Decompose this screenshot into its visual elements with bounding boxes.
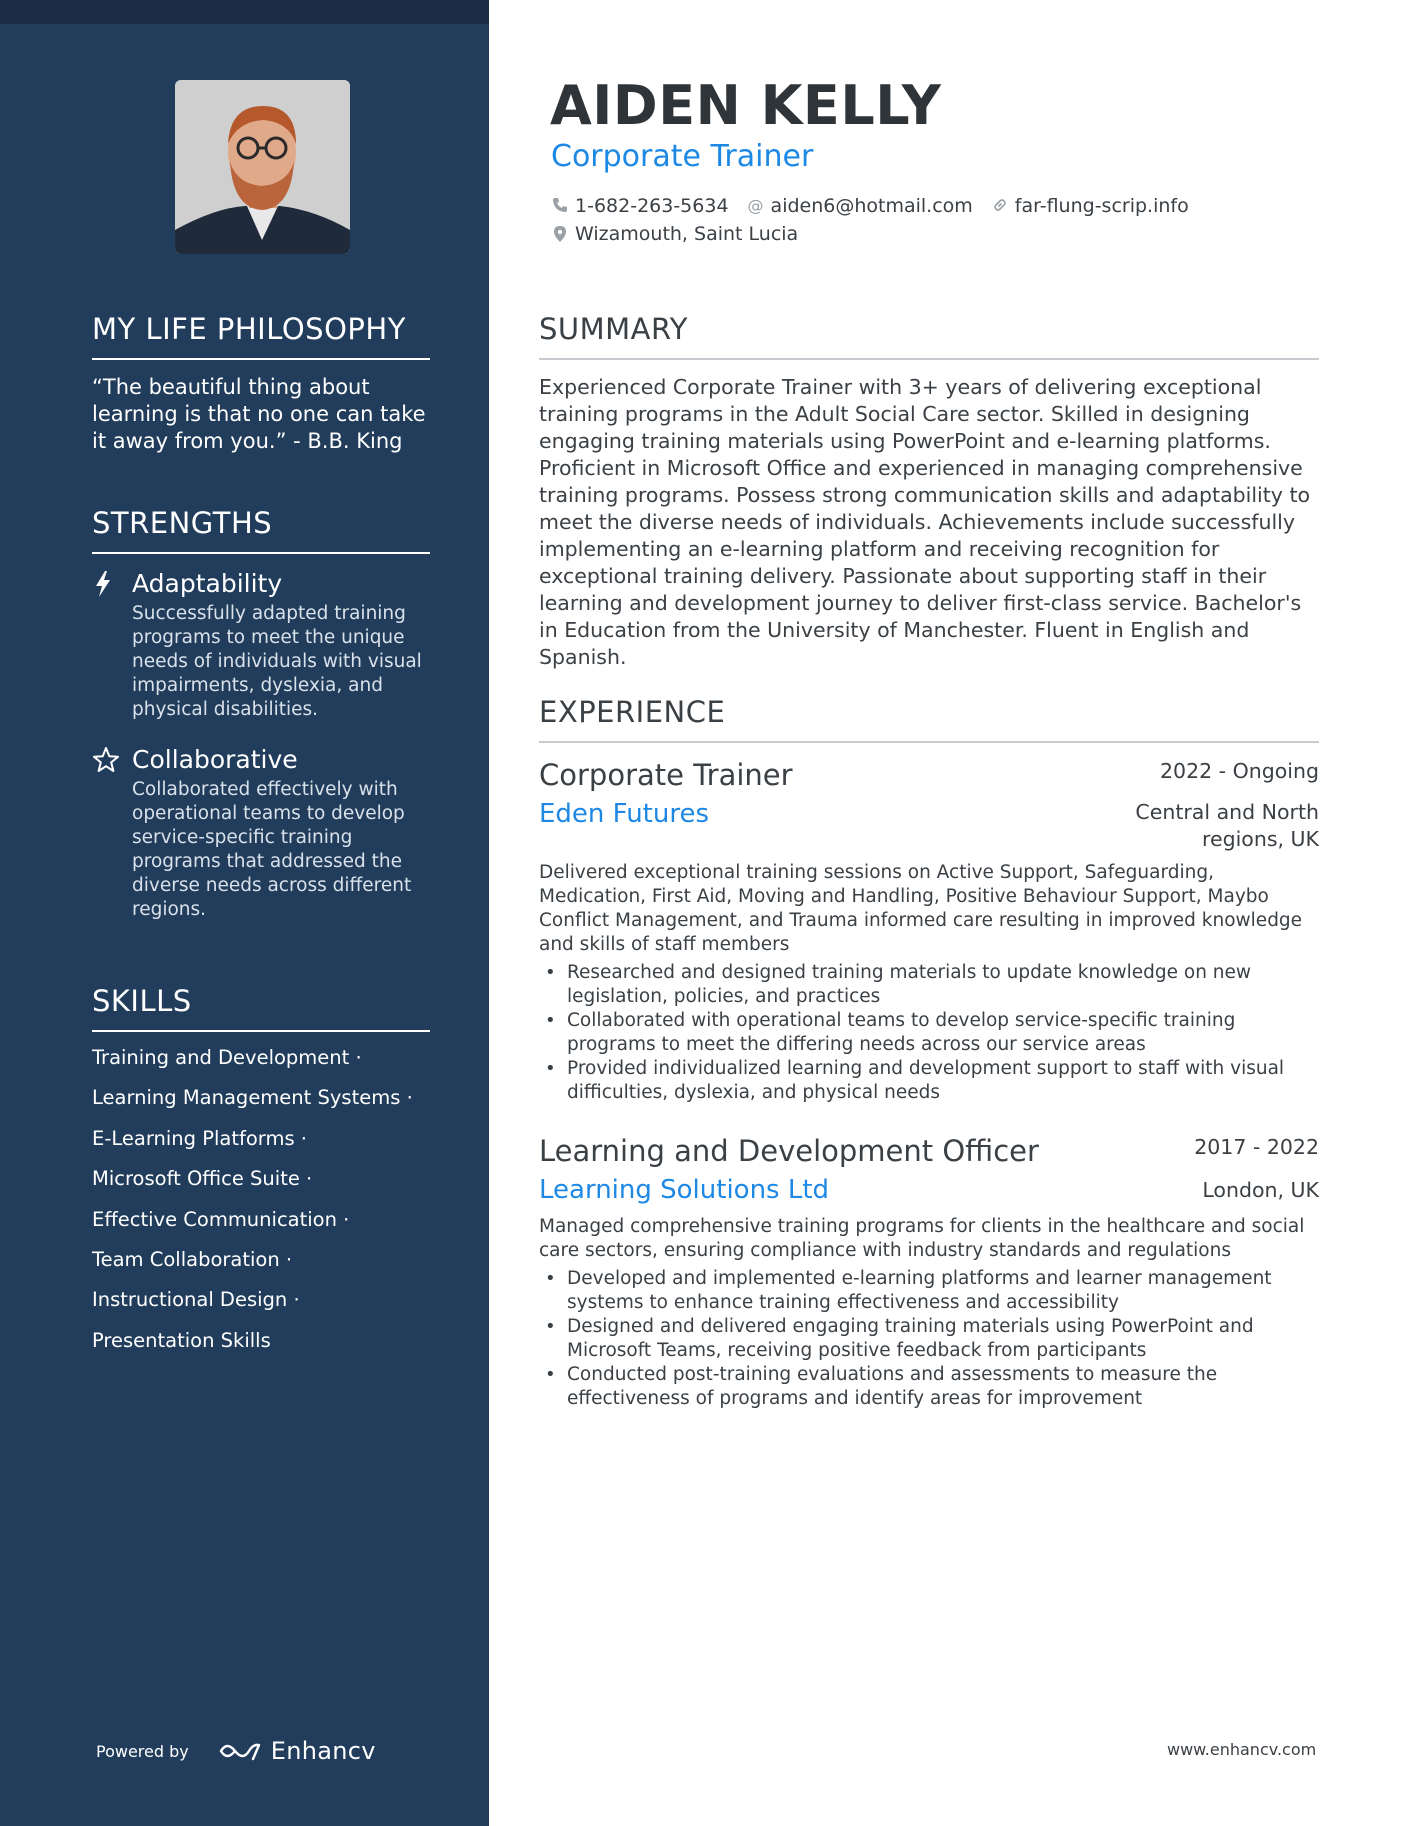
bullet-item: • Conducted post-training evaluations and assessments to measure the effectiveness of programs and identify areas for improvement bbox=[539, 1363, 1319, 1411]
strength-item bbox=[92, 568, 430, 722]
philosophy-heading: MY LIFE PHILOSOPHY bbox=[92, 312, 430, 360]
skill-item: E-Learning Platforms · bbox=[92, 1126, 308, 1150]
enhancv-logo[interactable] bbox=[217, 1737, 376, 1765]
bullet-item: • Provided individualized learning and development support to staff with visual difficulties, dyslexia, and physical needs bbox=[539, 1057, 1319, 1105]
job-location-line: regions, UK bbox=[1202, 827, 1319, 851]
footer-url[interactable]: www.enhancv.com bbox=[1167, 1740, 1317, 1759]
bullet-item: • Collaborated with operational teams to develop service-specific training programs to meet the differing needs across our service areas bbox=[539, 1009, 1319, 1057]
summary-section bbox=[539, 312, 1319, 671]
website-url: far-flung-scrip.info bbox=[1014, 195, 1189, 217]
star-icon bbox=[92, 746, 118, 774]
powered-by bbox=[96, 1736, 376, 1766]
job-description: Managed comprehensive training programs for clients in the healthcare and social care sectors, ensuring compliance with industry standards and regulations bbox=[539, 1216, 1305, 1261]
enhancv-mark-icon bbox=[217, 1739, 263, 1763]
candidate-name: AIDEN KELLY bbox=[550, 74, 942, 137]
location-text: Wizamouth, Saint Lucia bbox=[575, 223, 799, 245]
powered-by-label: Powered by bbox=[96, 1741, 189, 1761]
strength-title: Adaptability bbox=[132, 569, 283, 598]
email-address: aiden6@hotmail.com bbox=[770, 195, 973, 217]
experience-section bbox=[539, 695, 1319, 1411]
skills-heading: SKILLS bbox=[92, 984, 430, 1032]
profile-photo bbox=[175, 80, 350, 254]
bullet-item: • Designed and delivered engaging training materials using PowerPoint and Microsoft Teams, receiving positive feedback from participants bbox=[539, 1315, 1319, 1363]
job-location-line: Central and North bbox=[1135, 800, 1319, 824]
job-company: Learning Solutions Ltd bbox=[539, 1175, 830, 1205]
contact-website[interactable] bbox=[991, 195, 1189, 217]
strength-title: Collaborative bbox=[132, 745, 298, 774]
skill-item: Training and Development · bbox=[92, 1046, 362, 1069]
job-company: Eden Futures bbox=[539, 799, 710, 829]
sidebar-top-bar bbox=[0, 0, 489, 24]
job-bullets bbox=[539, 961, 1319, 1105]
enhancv-brand: Enhancv bbox=[270, 1737, 376, 1765]
job-dates: 2017 - 2022 bbox=[1194, 1135, 1319, 1159]
contact-location bbox=[551, 223, 798, 245]
contact-email[interactable] bbox=[747, 195, 973, 217]
skills-section bbox=[92, 984, 430, 1363]
job-title: Learning and Development Officer bbox=[539, 1134, 1039, 1168]
job-location bbox=[1202, 1177, 1319, 1204]
skill-item: Team Collaboration · bbox=[92, 1247, 293, 1271]
summary-text: Experienced Corporate Trainer with 3+ years of delivering exceptional training programs in the Adult Social Care sector. Skilled in designing engaging training materials using PowerPoint and e-learning platforms. Proficient in Microsoft Office and experienced in managing comprehensive training programs. Possess strong communication skills and adaptability to meet the diverse needs of individuals. Achievements include successfully implementing an e-learning platform and receiving recognition for exceptional training delivery. Passionate about supporting staff in their learning and development journey to deliver first-class service. Bachelor's in Education from the University of Manchester. Fluent in English and Spanish. bbox=[539, 375, 1311, 669]
philosophy-section bbox=[92, 312, 430, 455]
candidate-title: Corporate Trainer bbox=[551, 139, 814, 174]
bullet-item: • Researched and designed training materials to update knowledge on new legislation, policies, and practices bbox=[539, 961, 1319, 1009]
contact-phone[interactable] bbox=[551, 195, 729, 217]
skills-list bbox=[92, 1040, 430, 1363]
philosophy-quote: “The beautiful thing about learning is that no one can take it away from you.” - B.B. King bbox=[92, 375, 426, 453]
at-icon: @ bbox=[747, 196, 764, 215]
summary-heading: SUMMARY bbox=[539, 312, 1319, 360]
lightning-icon bbox=[92, 570, 118, 598]
job-location bbox=[1135, 799, 1319, 853]
job-entry bbox=[539, 1133, 1319, 1411]
strength-item bbox=[92, 744, 430, 922]
strength-description: Collaborated effectively with operational teams to develop service-specific training programs that addressed the diverse needs across different regions. bbox=[132, 779, 412, 920]
bullet-item: • Developed and implemented e-learning platforms and learner management systems to enhance training effectiveness and accessibility bbox=[539, 1267, 1319, 1315]
phone-number: 1-682-263-5634 bbox=[575, 195, 729, 217]
job-dates: 2022 - Ongoing bbox=[1160, 759, 1319, 783]
job-location-line: London, UK bbox=[1202, 1178, 1319, 1202]
main-content bbox=[489, 0, 1410, 1826]
job-title: Corporate Trainer bbox=[539, 758, 793, 792]
sidebar bbox=[0, 0, 489, 1826]
strengths-heading: STRENGTHS bbox=[92, 506, 430, 554]
job-bullets bbox=[539, 1267, 1319, 1411]
skill-item: Learning Management Systems · bbox=[92, 1086, 413, 1110]
skill-item: Instructional Design · bbox=[92, 1288, 300, 1312]
experience-heading: EXPERIENCE bbox=[539, 695, 1319, 743]
strength-description: Successfully adapted training programs to meet the unique needs of individuals with visual impairments, dyslexia, and physical disabilities. bbox=[132, 603, 422, 720]
skill-item: Presentation Skills bbox=[92, 1328, 271, 1352]
job-description: Delivered exceptional training sessions on Active Support, Safeguarding, Medication, First Aid, Moving and Handling, Positive Behaviour Support, Maybo Conflict Management, and Trauma informed care resulting in improved knowledge and skills of staff members bbox=[539, 862, 1303, 955]
strengths-section bbox=[92, 506, 430, 922]
location-pin-icon bbox=[551, 225, 569, 243]
link-icon bbox=[991, 197, 1009, 215]
contact-info bbox=[551, 192, 1207, 248]
phone-icon bbox=[551, 197, 569, 215]
skill-item: Microsoft Office Suite · bbox=[92, 1167, 313, 1191]
skill-item: Effective Communication · bbox=[92, 1207, 350, 1231]
job-entry bbox=[539, 757, 1319, 1105]
